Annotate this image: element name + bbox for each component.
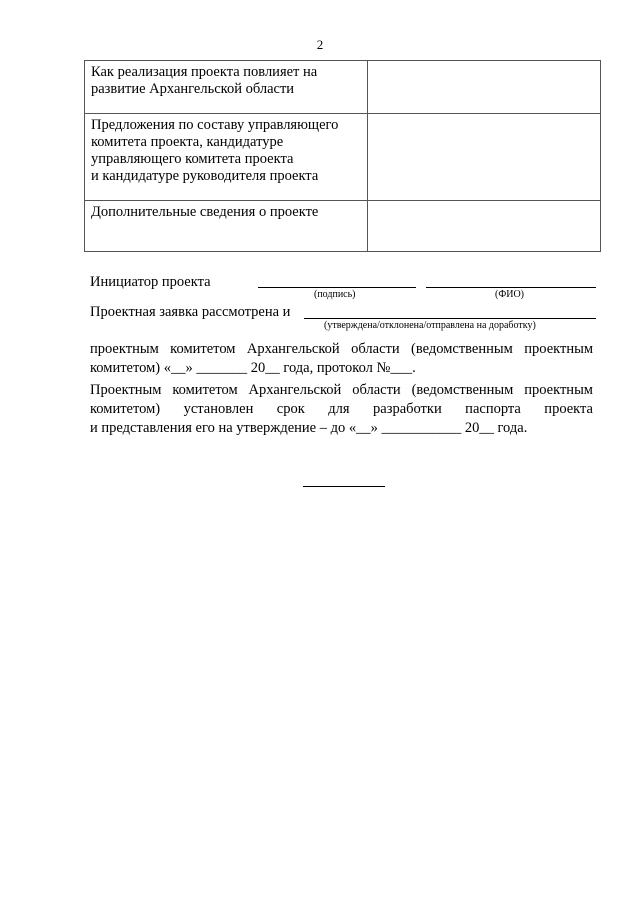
- review-caption: (утверждена/отклонена/отправлена на доработку): [324, 320, 536, 331]
- deadline-paragraph: [90, 381, 593, 438]
- protocol-paragraph: [90, 340, 593, 378]
- name-line: [426, 287, 596, 288]
- table-row: [85, 61, 601, 114]
- paragraph-line: Проектным комитетом Архангельской области (ведомственным проектным: [90, 382, 593, 398]
- signature-line: [258, 287, 416, 288]
- project-info-table: [84, 60, 601, 252]
- table-row: [85, 201, 601, 252]
- page-number: 2: [316, 37, 324, 52]
- review-result-line: [304, 318, 596, 319]
- row-label-committee: Предложения по составу управляющего комитета проекта, кандидатуре управляющего комитета проекта и кандидатуре руководителя проекта: [91, 117, 339, 184]
- table-cell-label: [85, 114, 368, 201]
- paragraph-line: и представления его на утверждение – до «__» ___________ 20__ года.: [90, 420, 528, 436]
- signature-caption: (подпись): [314, 289, 356, 300]
- review-label: Проектная заявка рассмотрена и: [90, 304, 291, 320]
- initiator-label: Инициатор проекта: [90, 274, 211, 290]
- paragraph-line: комитетом) установлен срок для разработки паспорта проекта: [90, 401, 593, 417]
- paragraph-line: комитетом) «__» _______ 20__ года, протокол №___.: [90, 360, 416, 376]
- table-cell-value: [368, 61, 601, 114]
- end-divider: [303, 486, 385, 487]
- table-cell-label: [85, 201, 368, 252]
- name-caption: (ФИО): [495, 289, 525, 300]
- table-row: [85, 114, 601, 201]
- table-cell-value: [368, 201, 601, 252]
- table-cell-value: [368, 114, 601, 201]
- paragraph-line: проектным комитетом Архангельской области (ведомственным проектным: [90, 341, 593, 357]
- row-label-additional: Дополнительные сведения о проекте: [91, 204, 319, 220]
- row-label-impact: Как реализация проекта повлияет на развитие Архангельской области: [91, 64, 318, 97]
- table-cell-label: [85, 61, 368, 114]
